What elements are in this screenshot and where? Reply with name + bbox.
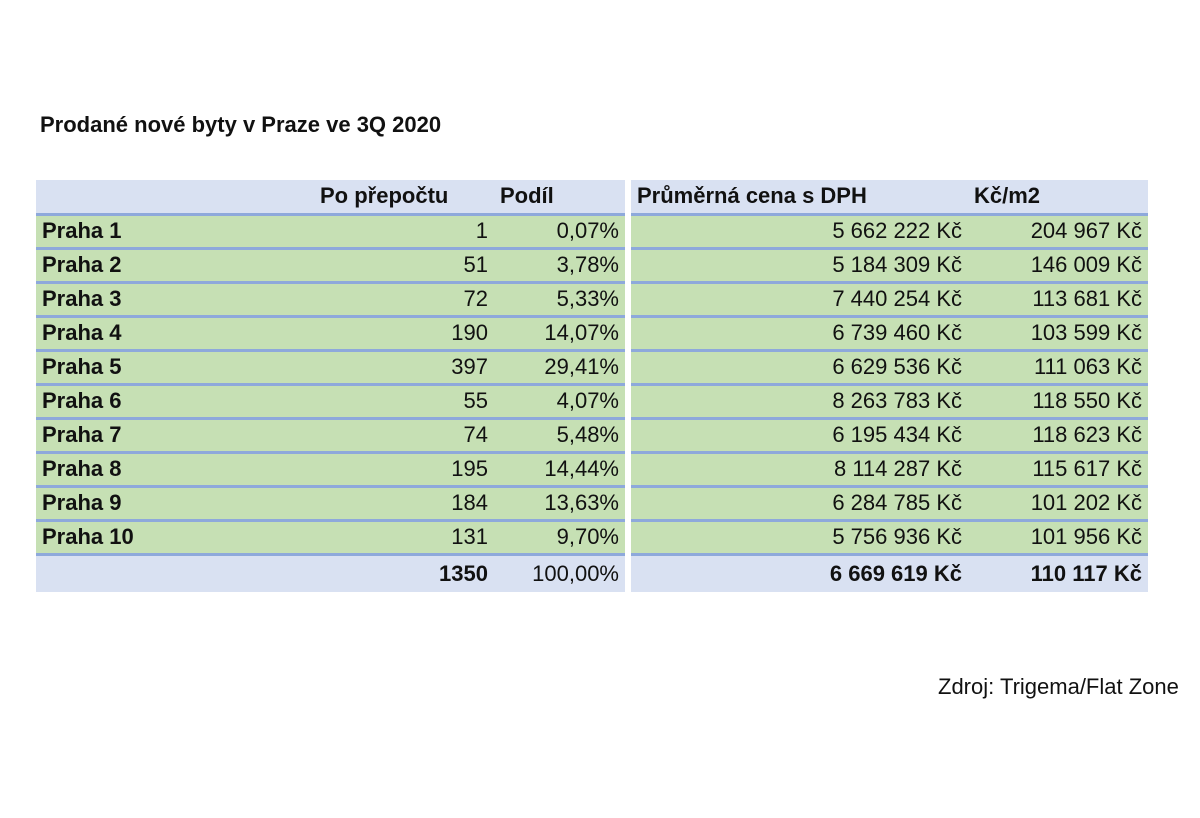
sold-count: 72 [272,282,494,316]
district-name: Praha 6 [36,384,272,418]
price-per-m2: 118 550 Kč [968,384,1148,418]
total-count: 1350 [272,554,494,592]
sold-count: 55 [272,384,494,418]
price-per-m2: 146 009 Kč [968,248,1148,282]
share-percent: 4,07% [494,384,628,418]
sold-count: 397 [272,350,494,384]
sold-count: 1 [272,214,494,248]
price-per-m2: 103 599 Kč [968,316,1148,350]
average-price: 5 184 309 Kč [628,248,968,282]
district-name: Praha 3 [36,282,272,316]
sold-count: 131 [272,520,494,554]
sold-count: 195 [272,452,494,486]
price-per-m2: 113 681 Kč [968,282,1148,316]
average-price: 7 440 254 Kč [628,282,968,316]
table-row [36,384,1148,418]
share-percent: 14,44% [494,452,628,486]
sold-count: 184 [272,486,494,520]
header-average-price: Průměrná cena s DPH [628,180,968,214]
table-row [36,282,1148,316]
header-count: Po přepočtu [272,180,494,214]
page-title: Prodané nové byty v Praze ve 3Q 2020 [40,112,442,137]
sold-count: 51 [272,248,494,282]
share-percent: 0,07% [494,214,628,248]
share-percent: 14,07% [494,316,628,350]
average-price: 5 662 222 Kč [628,214,968,248]
sales-table [36,180,1148,592]
district-name: Praha 5 [36,350,272,384]
table-row [36,316,1148,350]
header-share: Podíl [494,180,628,214]
table-header-row [36,180,1148,214]
sales-table-container [36,180,1142,592]
table-row [36,452,1148,486]
share-percent: 3,78% [494,248,628,282]
district-name: Praha 7 [36,418,272,452]
price-per-m2: 118 623 Kč [968,418,1148,452]
district-name: Praha 4 [36,316,272,350]
table-row [36,350,1148,384]
price-per-m2: 101 202 Kč [968,486,1148,520]
table-body [36,214,1148,554]
source-note: Zdroj: Trigema/Flat Zone [938,674,1179,699]
average-price: 5 756 936 Kč [628,520,968,554]
total-label-cell [36,554,272,592]
share-percent: 29,41% [494,350,628,384]
total-price: 6 669 619 Kč [628,554,968,592]
share-percent: 9,70% [494,520,628,554]
sold-count: 190 [272,316,494,350]
total-per-m2: 110 117 Kč [968,554,1148,592]
average-price: 8 263 783 Kč [628,384,968,418]
price-per-m2: 111 063 Kč [968,350,1148,384]
price-per-m2: 115 617 Kč [968,452,1148,486]
table-row [36,248,1148,282]
average-price: 8 114 287 Kč [628,452,968,486]
price-per-m2: 101 956 Kč [968,520,1148,554]
table-row [36,214,1148,248]
average-price: 6 739 460 Kč [628,316,968,350]
table-row [36,486,1148,520]
share-percent: 5,48% [494,418,628,452]
table-row [36,520,1148,554]
district-name: Praha 2 [36,248,272,282]
table-total-row [36,554,1148,592]
average-price: 6 629 536 Kč [628,350,968,384]
district-name: Praha 9 [36,486,272,520]
average-price: 6 195 434 Kč [628,418,968,452]
total-share: 100,00% [494,554,628,592]
district-name: Praha 1 [36,214,272,248]
header-district [36,180,272,214]
sold-count: 74 [272,418,494,452]
price-per-m2: 204 967 Kč [968,214,1148,248]
district-name: Praha 8 [36,452,272,486]
header-price-per-m2: Kč/m2 [968,180,1148,214]
district-name: Praha 10 [36,520,272,554]
table-row [36,418,1148,452]
average-price: 6 284 785 Kč [628,486,968,520]
share-percent: 13,63% [494,486,628,520]
share-percent: 5,33% [494,282,628,316]
